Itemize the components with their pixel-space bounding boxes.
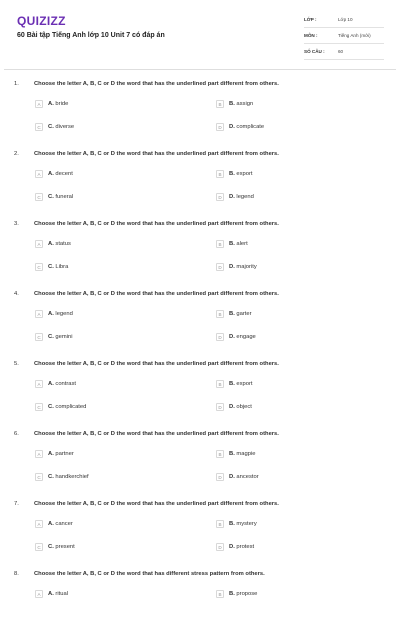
meta-value: Lớp 10: [338, 17, 353, 22]
answer-option[interactable]: [35, 379, 76, 389]
option-checkbox[interactable]: D: [216, 473, 224, 481]
option-letter: B: [229, 591, 234, 597]
option-label: C. handkerchief: [48, 474, 89, 480]
option-text: funeral: [55, 194, 74, 200]
option-label: D. engage: [229, 334, 256, 340]
answer-option[interactable]: [216, 262, 257, 272]
answer-option[interactable]: [35, 542, 75, 552]
option-checkbox[interactable]: A: [35, 170, 43, 178]
option-checkbox[interactable]: A: [35, 100, 43, 108]
meta-label: MÔN :: [304, 33, 318, 38]
option-checkbox[interactable]: A: [35, 590, 43, 598]
option-text: ancestor: [236, 474, 259, 480]
option-letter: A: [48, 311, 53, 317]
meta-row-class: [304, 12, 384, 28]
option-label: D. object: [229, 404, 252, 410]
option-text: alert: [236, 241, 248, 247]
question-text: Choose the letter A, B, C or D the word that has the underlined part different from others.: [34, 361, 279, 367]
option-checkbox[interactable]: B: [216, 240, 224, 248]
option-label: A. bride: [48, 101, 69, 107]
option-label: D. complicate: [229, 124, 265, 130]
option-letter: D: [229, 404, 234, 410]
option-checkbox[interactable]: C: [35, 543, 43, 551]
option-checkbox[interactable]: D: [216, 263, 224, 271]
answer-option[interactable]: [216, 169, 253, 179]
question-item: [0, 221, 400, 291]
option-label: A. cancer: [48, 521, 73, 527]
option-letter: A: [48, 101, 53, 107]
answer-option[interactable]: [35, 449, 74, 459]
option-label: C. diverse: [48, 124, 75, 130]
question-number: 1.: [14, 81, 19, 87]
option-text: engage: [236, 334, 256, 340]
option-text: export: [236, 171, 253, 177]
option-label: C. present: [48, 544, 75, 550]
option-letter: C: [48, 404, 53, 410]
option-letter: D: [229, 544, 234, 550]
question-text: Choose the letter A, B, C or D the word that has the underlined part different from others.: [34, 151, 279, 157]
option-letter: B: [229, 451, 234, 457]
option-label: D. legend: [229, 194, 254, 200]
answer-option[interactable]: [216, 449, 255, 459]
option-letter: C: [48, 264, 53, 270]
option-label: A. partner: [48, 451, 74, 457]
option-letter: C: [48, 544, 53, 550]
option-checkbox[interactable]: B: [216, 450, 224, 458]
answer-option[interactable]: [216, 192, 254, 202]
answer-option[interactable]: [35, 122, 74, 132]
meta-label: LỚP :: [304, 17, 317, 22]
option-label: B. export: [229, 171, 253, 177]
answer-option[interactable]: [216, 519, 257, 529]
option-text: partner: [55, 451, 74, 457]
question-text: Choose the letter A, B, C or D the word that has the underlined part different from others.: [34, 221, 279, 227]
answer-option[interactable]: [35, 332, 73, 342]
option-letter: B: [229, 381, 234, 387]
option-label: B. magpie: [229, 451, 256, 457]
option-checkbox[interactable]: A: [35, 450, 43, 458]
question-item: [0, 501, 400, 571]
option-checkbox[interactable]: C: [35, 263, 43, 271]
option-text: export: [236, 381, 253, 387]
option-letter: B: [229, 521, 234, 527]
option-label: A. legend: [48, 311, 73, 317]
option-checkbox[interactable]: B: [216, 100, 224, 108]
option-text: diverse: [55, 124, 75, 130]
option-checkbox[interactable]: A: [35, 520, 43, 528]
option-text: contrast: [55, 381, 77, 387]
option-letter: D: [229, 264, 234, 270]
answer-option[interactable]: [35, 169, 73, 179]
option-letter: C: [48, 474, 53, 480]
option-label: B. mystery: [229, 521, 257, 527]
option-checkbox[interactable]: A: [35, 380, 43, 388]
meta-row-count: [304, 44, 384, 60]
option-text: assign: [236, 101, 254, 107]
meta-row-subject: [304, 28, 384, 44]
question-item: [0, 361, 400, 431]
option-checkbox[interactable]: D: [216, 543, 224, 551]
answer-option[interactable]: [35, 402, 86, 412]
answer-option[interactable]: [216, 402, 252, 412]
question-text: Choose the letter A, B, C or D the word that has the underlined part different from others.: [34, 291, 279, 297]
option-label: D. ancestor: [229, 474, 259, 480]
option-text: magpie: [236, 451, 256, 457]
answer-option[interactable]: [35, 262, 68, 272]
option-checkbox[interactable]: A: [35, 310, 43, 318]
question-item: [0, 81, 400, 151]
option-letter: D: [229, 334, 234, 340]
option-checkbox[interactable]: C: [35, 123, 43, 131]
option-text: handkerchief: [55, 474, 89, 480]
question-number: 6.: [14, 431, 19, 437]
answer-option[interactable]: [216, 472, 259, 482]
option-letter: C: [48, 194, 53, 200]
question-number: 7.: [14, 501, 19, 507]
option-checkbox[interactable]: A: [35, 240, 43, 248]
option-letter: D: [229, 124, 234, 130]
option-text: gemini: [55, 334, 73, 340]
option-letter: A: [48, 521, 53, 527]
option-text: bride: [55, 101, 69, 107]
question-item: [0, 431, 400, 501]
option-checkbox[interactable]: B: [216, 380, 224, 388]
option-text: legend: [236, 194, 254, 200]
meta-value: 60: [338, 49, 344, 54]
option-text: propose: [236, 591, 258, 597]
option-checkbox[interactable]: B: [216, 590, 224, 598]
question-item: [0, 291, 400, 361]
answer-option[interactable]: [35, 99, 68, 109]
option-letter: C: [48, 334, 53, 340]
option-checkbox[interactable]: D: [216, 123, 224, 131]
option-letter: A: [48, 381, 53, 387]
meta-label: SỐ CÂU :: [304, 49, 325, 54]
question-number: 4.: [14, 291, 19, 297]
answer-option[interactable]: [216, 589, 257, 599]
document-title: 60 Bài tập Tiếng Anh lớp 10 Unit 7 có đáp án: [17, 32, 165, 39]
option-label: A. ritual: [48, 591, 68, 597]
question-text: Choose the letter A, B, C or D the word that has the underlined part different from others.: [34, 81, 279, 87]
option-letter: B: [229, 311, 234, 317]
option-text: cancer: [55, 521, 73, 527]
answer-option[interactable]: [35, 589, 68, 599]
option-checkbox[interactable]: D: [216, 333, 224, 341]
option-checkbox[interactable]: D: [216, 403, 224, 411]
option-label: B. export: [229, 381, 253, 387]
option-label: C. complicated: [48, 404, 87, 410]
option-checkbox[interactable]: D: [216, 193, 224, 201]
option-label: B. garter: [229, 311, 252, 317]
option-letter: A: [48, 451, 53, 457]
option-text: mystery: [236, 521, 257, 527]
option-checkbox[interactable]: B: [216, 170, 224, 178]
question-text: Choose the letter A, B, C or D the word that has the underlined part different from others.: [34, 501, 279, 507]
question-text: Choose the letter A, B, C or D the word that has different stress pattern from others.: [34, 571, 265, 577]
option-label: C. Libra: [48, 264, 69, 270]
option-letter: D: [229, 474, 234, 480]
option-label: D. protest: [229, 544, 255, 550]
option-label: B. assign: [229, 101, 254, 107]
option-label: A. decent: [48, 171, 73, 177]
option-text: complicated: [55, 404, 87, 410]
question-number: 5.: [14, 361, 19, 367]
option-label: A. status: [48, 241, 71, 247]
option-text: decent: [55, 171, 73, 177]
option-letter: B: [229, 171, 234, 177]
answer-option[interactable]: [35, 309, 73, 319]
option-checkbox[interactable]: C: [35, 403, 43, 411]
option-text: complicate: [236, 124, 265, 130]
question-text: Choose the letter A, B, C or D the word that has the underlined part different from others.: [34, 431, 279, 437]
header-divider: [4, 69, 396, 70]
option-checkbox[interactable]: B: [216, 520, 224, 528]
option-text: ritual: [55, 591, 68, 597]
option-label: D. majority: [229, 264, 257, 270]
option-text: Libra: [55, 264, 69, 270]
option-text: protest: [236, 544, 255, 550]
question-number: 3.: [14, 221, 19, 227]
option-letter: B: [229, 101, 234, 107]
option-letter: D: [229, 194, 234, 200]
option-text: majority: [236, 264, 257, 270]
question-number: 8.: [14, 571, 19, 577]
option-text: legend: [55, 311, 73, 317]
quizizz-logo: QUIZIZZ: [17, 14, 66, 28]
option-label: C. funeral: [48, 194, 74, 200]
answer-option[interactable]: [216, 239, 248, 249]
answer-option[interactable]: [35, 192, 73, 202]
option-checkbox[interactable]: C: [35, 473, 43, 481]
answer-option[interactable]: [216, 99, 253, 109]
option-letter: B: [229, 241, 234, 247]
option-label: B. alert: [229, 241, 248, 247]
answer-option[interactable]: [216, 309, 252, 319]
question-item: [0, 151, 400, 221]
answer-option[interactable]: [216, 122, 264, 132]
answer-option[interactable]: [35, 239, 71, 249]
option-letter: A: [48, 241, 53, 247]
option-label: C. gemini: [48, 334, 73, 340]
question-item: [0, 571, 400, 641]
answer-option[interactable]: [216, 332, 256, 342]
option-checkbox[interactable]: C: [35, 333, 43, 341]
option-text: object: [236, 404, 252, 410]
option-text: status: [55, 241, 71, 247]
meta-value: Tiếng Anh (mới): [338, 33, 371, 38]
option-label: A. contrast: [48, 381, 77, 387]
question-number: 2.: [14, 151, 19, 157]
option-letter: A: [48, 171, 53, 177]
option-checkbox[interactable]: C: [35, 193, 43, 201]
option-letter: A: [48, 591, 53, 597]
option-text: present: [55, 544, 75, 550]
option-checkbox[interactable]: B: [216, 310, 224, 318]
meta-table: [304, 12, 384, 60]
answer-option[interactable]: [35, 472, 89, 482]
answer-option[interactable]: [216, 379, 253, 389]
option-letter: C: [48, 124, 53, 130]
answer-option[interactable]: [35, 519, 73, 529]
option-text: garter: [236, 311, 252, 317]
answer-option[interactable]: [216, 542, 254, 552]
option-label: B. propose: [229, 591, 258, 597]
